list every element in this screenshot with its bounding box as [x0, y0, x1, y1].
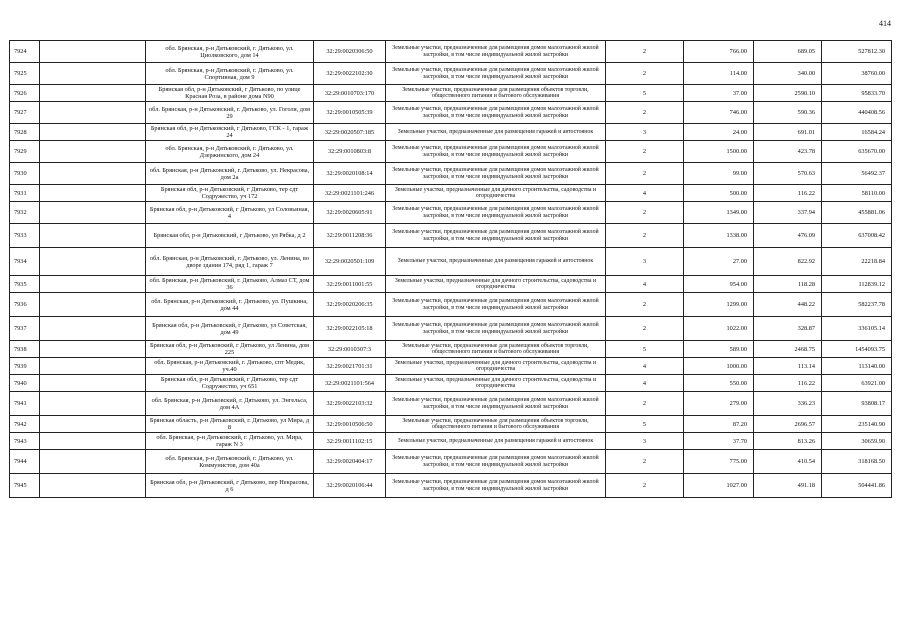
specific-value-cell: 590.36 — [754, 102, 822, 124]
table-row — [10, 474, 892, 498]
group-cell: 2 — [606, 163, 684, 185]
cadastral-number-cell: 32:29:0021101:246 — [314, 185, 386, 202]
cadastral-number-cell: 32:29:0011208:36 — [314, 224, 386, 248]
address-cell: обл. Брянская, р-н Дятьковский, г. Дятьково, ул. Ленина, во дворе здания 174, ряд 1, гараж 7 — [146, 248, 314, 276]
area-cell: 279.00 — [684, 392, 754, 416]
address-cell: Брянская обл, р-н Дятьковский, г Дятьково, ул Соловьиная, 4 — [146, 202, 314, 224]
table-row — [10, 392, 892, 416]
land-use-cell: Земельные участки, предназначенные для дачного строительства, садоводства и огородничества — [386, 358, 606, 375]
table-row — [10, 202, 892, 224]
land-use-cell: Земельные участки, предназначенные для размещения домов малоэтажной жилой застройки, в том числе индивидуальной жилой застройки — [386, 202, 606, 224]
land-use-cell: Земельные участки, предназначенные для размещения домов малоэтажной жилой застройки, в том числе индивидуальной жилой застройки — [386, 317, 606, 341]
cadastral-value-cell: 635670.00 — [822, 141, 892, 163]
table-row — [10, 450, 892, 474]
page-number: 414 — [879, 19, 891, 28]
row-number-cell: 7936 — [10, 293, 40, 317]
empty-cell — [40, 276, 146, 293]
address-cell: обл. Брянская, р-н Дятьковский, г. Дятьково, ул. Пушкина, дом 44 — [146, 293, 314, 317]
address-cell: обл. Брянская, р-н Дятьковский, г. Дятьково, спт Медик, уч.40 — [146, 358, 314, 375]
group-cell: 3 — [606, 433, 684, 450]
address-cell: Брянская обл, р-н Дятьковский, г Дятьково, ул Рябка, д 2 — [146, 224, 314, 248]
land-use-cell: Земельные участки, предназначенные для размещения домов малоэтажной жилой застройки, в том числе индивидуальной жилой застройки — [386, 392, 606, 416]
cadastral-number-cell: 32:29:0022103:32 — [314, 392, 386, 416]
area-cell: 589.00 — [684, 341, 754, 358]
empty-cell — [40, 141, 146, 163]
row-number-cell: 7933 — [10, 224, 40, 248]
specific-value-cell: 570.63 — [754, 163, 822, 185]
cadastral-value-cell: 504441.86 — [822, 474, 892, 498]
cadastral-value-cell: 112839.12 — [822, 276, 892, 293]
area-cell: 1000.00 — [684, 358, 754, 375]
group-cell: 2 — [606, 293, 684, 317]
area-cell: 24.00 — [684, 124, 754, 141]
specific-value-cell: 491.18 — [754, 474, 822, 498]
land-use-cell: Земельные участки, предназначенные для размещения домов малоэтажной жилой застройки, в том числе индивидуальной жилой застройки — [386, 163, 606, 185]
area-cell: 746.00 — [684, 102, 754, 124]
cadastral-value-cell: 16584.24 — [822, 124, 892, 141]
row-number-cell: 7941 — [10, 392, 40, 416]
group-cell: 4 — [606, 358, 684, 375]
cadastral-value-cell: 235140.90 — [822, 416, 892, 433]
area-cell: 114.00 — [684, 63, 754, 85]
land-use-cell: Земельные участки, предназначенные для размещения объектов торговли, общественного питания и бытового обслуживания — [386, 341, 606, 358]
specific-value-cell: 448.22 — [754, 293, 822, 317]
row-number-cell: 7925 — [10, 63, 40, 85]
cadastral-number-cell: 32:29:0020108:14 — [314, 163, 386, 185]
row-number-cell: 7942 — [10, 416, 40, 433]
land-use-cell: Земельные участки, предназначенные для размещения домов малоэтажной жилой застройки, в том числе индивидуальной жилой застройки — [386, 63, 606, 85]
land-use-cell: Земельные участки, предназначенные для дачного строительства, садоводства и огородничества — [386, 185, 606, 202]
group-cell: 2 — [606, 392, 684, 416]
row-number-cell: 7924 — [10, 41, 40, 63]
specific-value-cell: 118.28 — [754, 276, 822, 293]
group-cell: 2 — [606, 450, 684, 474]
group-cell: 5 — [606, 341, 684, 358]
table-row — [10, 185, 892, 202]
table-row — [10, 293, 892, 317]
group-cell: 2 — [606, 141, 684, 163]
area-cell: 775.00 — [684, 450, 754, 474]
land-use-cell: Земельные участки, предназначенные для размещения объектов торговли, общественного питания и бытового обслуживания — [386, 85, 606, 102]
cadastral-value-cell: 22218.84 — [822, 248, 892, 276]
cadastral-value-cell: 455881.06 — [822, 202, 892, 224]
address-cell: обл. Брянская, р-н Дятьковский, г. Дятьково, ул. Мира, гараж N 3 — [146, 433, 314, 450]
table-row — [10, 124, 892, 141]
cadastral-number-cell: 32:29:0022102:30 — [314, 63, 386, 85]
address-cell: обл. Брянская, р-н Дятьковский, г. Дятьково, ул. Дзержинского, дом 24 — [146, 141, 314, 163]
row-number-cell: 7929 — [10, 141, 40, 163]
address-cell: обл. Брянская, р-н Дятьковский, г. Дятьково, Алмаз СТ, дом 36 — [146, 276, 314, 293]
land-use-cell: Земельные участки, предназначенные для размещения домов малоэтажной жилой застройки, в том числе индивидуальной жилой застройки — [386, 41, 606, 63]
land-use-cell: Земельные участки, предназначенные для размещения домов малоэтажной жилой застройки, в том числе индивидуальной жилой застройки — [386, 474, 606, 498]
area-cell: 550.00 — [684, 375, 754, 392]
empty-cell — [40, 375, 146, 392]
table-row — [10, 63, 892, 85]
cadastral-number-cell: 32:29:0011102:15 — [314, 433, 386, 450]
group-cell: 4 — [606, 375, 684, 392]
cadastral-value-cell: 582237.78 — [822, 293, 892, 317]
table-row — [10, 358, 892, 375]
address-cell: Брянская обл, р-н Дятьковский, г Дятьково, пер Некрасова, д 6 — [146, 474, 314, 498]
row-number-cell: 7935 — [10, 276, 40, 293]
row-number-cell: 7944 — [10, 450, 40, 474]
empty-cell — [40, 63, 146, 85]
specific-value-cell: 116.22 — [754, 375, 822, 392]
empty-cell — [40, 450, 146, 474]
group-cell: 5 — [606, 85, 684, 102]
specific-value-cell: 340.00 — [754, 63, 822, 85]
cadastral-number-cell: 32:29:0020507:185 — [314, 124, 386, 141]
land-use-cell: Земельные участки, предназначенные для размещения домов малоэтажной жилой застройки, в том числе индивидуальной жилой застройки — [386, 293, 606, 317]
specific-value-cell: 2468.75 — [754, 341, 822, 358]
area-cell: 1500.00 — [684, 141, 754, 163]
cadastral-number-cell: 32:29:0010803:8 — [314, 141, 386, 163]
land-use-cell: Земельные участки, предназначенные для размещения объектов торговли, общественного питания и бытового обслуживания — [386, 416, 606, 433]
empty-cell — [40, 474, 146, 498]
cadastral-number-cell: 32:29:0020206:35 — [314, 293, 386, 317]
area-cell: 37.00 — [684, 85, 754, 102]
group-cell: 2 — [606, 202, 684, 224]
address-cell: Брянская обл, р-н Дятьковский, г Дятьково, ул Советская, дом 49 — [146, 317, 314, 341]
empty-cell — [40, 102, 146, 124]
row-number-cell: 7932 — [10, 202, 40, 224]
cadastral-number-cell: 32:29:0010307:3 — [314, 341, 386, 358]
cadastral-value-cell: 527812.30 — [822, 41, 892, 63]
specific-value-cell: 813.26 — [754, 433, 822, 450]
address-cell: обл. Брянская, р-н Дятьковский, г. Дятьково, ул. Некрасова, дом 2а — [146, 163, 314, 185]
empty-cell — [40, 392, 146, 416]
cadastral-value-cell: 56492.37 — [822, 163, 892, 185]
group-cell: 2 — [606, 102, 684, 124]
cadastral-value-cell: 1454093.75 — [822, 341, 892, 358]
table-row — [10, 433, 892, 450]
group-cell: 3 — [606, 124, 684, 141]
address-cell: обл. Брянская, р-н Дятьковский, г. Дятьково, ул. Коммунистов, дом 40а — [146, 450, 314, 474]
land-use-cell: Земельные участки, предназначенные для размещения гаражей и автостоянок — [386, 433, 606, 450]
specific-value-cell: 2590.10 — [754, 85, 822, 102]
table-row — [10, 163, 892, 185]
area-cell: 1299.00 — [684, 293, 754, 317]
cadastral-number-cell: 32:29:0020106:44 — [314, 474, 386, 498]
row-number-cell: 7938 — [10, 341, 40, 358]
table-row — [10, 276, 892, 293]
table-row — [10, 341, 892, 358]
table-row — [10, 102, 892, 124]
empty-cell — [40, 85, 146, 102]
row-number-cell: 7926 — [10, 85, 40, 102]
address-cell: Брянская обл, р-н Дятьковский, г Дятьково, по улице Красная Роза, в районе дома N90 — [146, 85, 314, 102]
cadastral-number-cell: 32:29:0020501:109 — [314, 248, 386, 276]
area-cell: 27.00 — [684, 248, 754, 276]
address-cell: Брянская обл, р-н Дятьковский, г Дятьково, тер сдт Содружество, уч 172 — [146, 185, 314, 202]
table-row — [10, 85, 892, 102]
land-use-cell: Земельные участки, предназначенные для размещения гаражей и автостоянок — [386, 124, 606, 141]
specific-value-cell: 116.22 — [754, 185, 822, 202]
row-number-cell: 7940 — [10, 375, 40, 392]
table-row — [10, 224, 892, 248]
specific-value-cell: 691.01 — [754, 124, 822, 141]
specific-value-cell: 410.54 — [754, 450, 822, 474]
empty-cell — [40, 293, 146, 317]
address-cell: обл. Брянская, р-н Дятьковский, г. Дятьково, ул. Энгельса, дом 4А — [146, 392, 314, 416]
area-cell: 766.00 — [684, 41, 754, 63]
table-row — [10, 248, 892, 276]
table-body — [10, 41, 892, 498]
empty-cell — [40, 248, 146, 276]
cadastral-value-cell: 113140.00 — [822, 358, 892, 375]
empty-cell — [40, 416, 146, 433]
cadastral-number-cell: 32:29:0022105:18 — [314, 317, 386, 341]
cadastral-number-cell: 32:29:0020404:17 — [314, 450, 386, 474]
specific-value-cell: 689.05 — [754, 41, 822, 63]
cadastral-value-cell: 30659.90 — [822, 433, 892, 450]
table-row — [10, 375, 892, 392]
empty-cell — [40, 358, 146, 375]
cadastral-number-cell: 32:29:0021101:564 — [314, 375, 386, 392]
group-cell: 5 — [606, 416, 684, 433]
land-registry-table — [9, 40, 892, 498]
row-number-cell: 7937 — [10, 317, 40, 341]
empty-cell — [40, 41, 146, 63]
group-cell: 4 — [606, 276, 684, 293]
specific-value-cell: 328.87 — [754, 317, 822, 341]
address-cell: Брянская область, р-н Дятьковский, г. Дятьково, ул Мира, д 8 — [146, 416, 314, 433]
group-cell: 2 — [606, 317, 684, 341]
specific-value-cell: 822.92 — [754, 248, 822, 276]
land-use-cell: Земельные участки, предназначенные для дачного строительства, садоводства и огородничества — [386, 276, 606, 293]
specific-value-cell: 423.78 — [754, 141, 822, 163]
cadastral-number-cell: 32:29:0020605:91 — [314, 202, 386, 224]
land-use-cell: Земельные участки, предназначенные для размещения домов малоэтажной жилой застройки, в том числе индивидуальной жилой застройки — [386, 224, 606, 248]
row-number-cell: 7927 — [10, 102, 40, 124]
address-cell: Брянская обл, р-н Дятьковский, г Дятьково, ГСК - 1, гараж 24 — [146, 124, 314, 141]
group-cell: 2 — [606, 474, 684, 498]
specific-value-cell: 113.14 — [754, 358, 822, 375]
area-cell: 1349.00 — [684, 202, 754, 224]
group-cell: 2 — [606, 41, 684, 63]
area-cell: 87.20 — [684, 416, 754, 433]
cadastral-value-cell: 58110.00 — [822, 185, 892, 202]
cadastral-number-cell: 32:29:0010506:50 — [314, 416, 386, 433]
cadastral-number-cell: 32:29:0020306:50 — [314, 41, 386, 63]
empty-cell — [40, 163, 146, 185]
specific-value-cell: 476.09 — [754, 224, 822, 248]
address-cell: обл. Брянская, р-н Дятьковский, г. Дятьково, ул. Спортивная, дом 9 — [146, 63, 314, 85]
area-cell: 954.00 — [684, 276, 754, 293]
row-number-cell: 7930 — [10, 163, 40, 185]
cadastral-value-cell: 38760.00 — [822, 63, 892, 85]
cadastral-value-cell: 440408.56 — [822, 102, 892, 124]
address-cell: обл. Брянская, р-н Дятьковский, г. Дятьково, ул. Циолковского, дом 14 — [146, 41, 314, 63]
row-number-cell: 7931 — [10, 185, 40, 202]
land-use-cell: Земельные участки, предназначенные для дачного строительства, садоводства и огородничества — [386, 375, 606, 392]
row-number-cell: 7939 — [10, 358, 40, 375]
land-use-cell: Земельные участки, предназначенные для размещения домов малоэтажной жилой застройки, в том числе индивидуальной жилой застройки — [386, 102, 606, 124]
area-cell: 37.70 — [684, 433, 754, 450]
table-row — [10, 416, 892, 433]
cadastral-number-cell: 32:29:0010703:170 — [314, 85, 386, 102]
empty-cell — [40, 433, 146, 450]
group-cell: 2 — [606, 63, 684, 85]
empty-cell — [40, 185, 146, 202]
table-row — [10, 141, 892, 163]
land-use-cell: Земельные участки, предназначенные для размещения домов малоэтажной жилой застройки, в том числе индивидуальной жилой застройки — [386, 450, 606, 474]
empty-cell — [40, 341, 146, 358]
specific-value-cell: 337.94 — [754, 202, 822, 224]
area-cell: 1027.00 — [684, 474, 754, 498]
table-row — [10, 317, 892, 341]
area-cell: 1022.00 — [684, 317, 754, 341]
address-cell: Брянская обл, р-н Дятьковский, г Дятьково, тер сдт Содружество, уч 651 — [146, 375, 314, 392]
row-number-cell: 7943 — [10, 433, 40, 450]
cadastral-number-cell: 32:29:0011001:55 — [314, 276, 386, 293]
cadastral-value-cell: 93808.17 — [822, 392, 892, 416]
row-number-cell: 7928 — [10, 124, 40, 141]
address-cell: Брянская обл, р-н Дятьковский, г Дятьково, ул Ленина, дом 225 — [146, 341, 314, 358]
empty-cell — [40, 202, 146, 224]
land-use-cell: Земельные участки, предназначенные для размещения гаражей и автостоянок — [386, 248, 606, 276]
area-cell: 500.00 — [684, 185, 754, 202]
cadastral-value-cell: 63921.00 — [822, 375, 892, 392]
table-row — [10, 41, 892, 63]
empty-cell — [40, 224, 146, 248]
cadastral-number-cell: 32:29:0010505:39 — [314, 102, 386, 124]
empty-cell — [40, 317, 146, 341]
cadastral-value-cell: 95833.70 — [822, 85, 892, 102]
group-cell: 2 — [606, 224, 684, 248]
specific-value-cell: 2696.57 — [754, 416, 822, 433]
group-cell: 3 — [606, 248, 684, 276]
row-number-cell: 7945 — [10, 474, 40, 498]
cadastral-value-cell: 637008.42 — [822, 224, 892, 248]
land-use-cell: Земельные участки, предназначенные для размещения домов малоэтажной жилой застройки, в том числе индивидуальной жилой застройки — [386, 141, 606, 163]
cadastral-number-cell: 32:29:0021701:31 — [314, 358, 386, 375]
cadastral-value-cell: 318168.50 — [822, 450, 892, 474]
group-cell: 4 — [606, 185, 684, 202]
address-cell: обл. Брянская, р-н Дятьковский, г. Дятьково, ул. Гоголя, дом 29 — [146, 102, 314, 124]
specific-value-cell: 336.23 — [754, 392, 822, 416]
row-number-cell: 7934 — [10, 248, 40, 276]
cadastral-value-cell: 336105.14 — [822, 317, 892, 341]
empty-cell — [40, 124, 146, 141]
area-cell: 1338.00 — [684, 224, 754, 248]
area-cell: 99.00 — [684, 163, 754, 185]
